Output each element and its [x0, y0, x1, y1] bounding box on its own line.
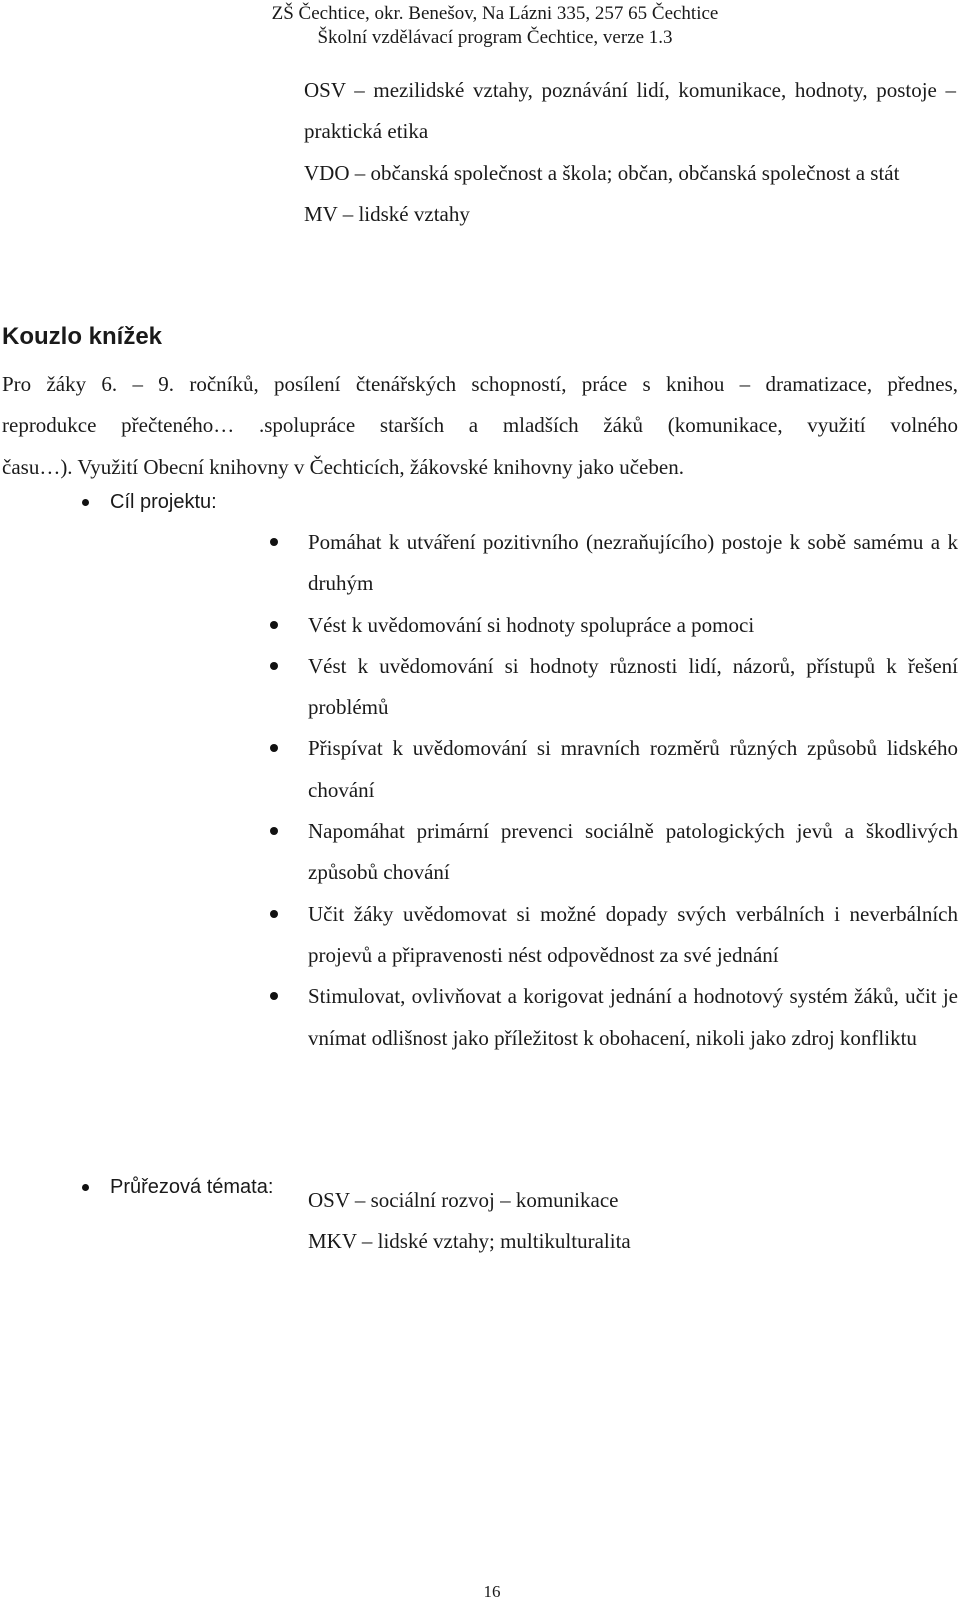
intro-osv: OSV – mezilidské vztahy, poznávání lidí, komunikace, hodnoty, postoje – praktická etika	[304, 78, 956, 144]
goal-item	[270, 522, 958, 605]
intro-mv: MV – lidské vztahy	[304, 201, 470, 226]
bullet-icon	[270, 910, 278, 918]
themes-list	[308, 1180, 948, 1263]
theme-item: MKV – lidské vztahy; multikulturalita	[308, 1229, 631, 1254]
goal-text: Vést k uvědomování si hodnoty spolupráce a pomoci	[308, 612, 755, 637]
description-line: reprodukce přečteného… .spolupráce starších a mladších žáků (komunikace, využití volného	[2, 413, 958, 438]
goal-text: Napomáhat primární prevenci sociálně patologických jevů a škodlivých způsobů chování	[308, 819, 958, 885]
goal-text: Přispívat k uvědomování si mravních rozměrů různých způsobů lidského chování	[308, 736, 958, 802]
bullet-icon	[270, 662, 278, 670]
goal-list	[270, 522, 958, 1059]
bullet-icon	[270, 621, 278, 629]
goal-text: Pomáhat k utváření pozitivního (nezraňujícího) postoje k sobě samému a k druhým	[308, 530, 958, 596]
description-line: času…). Využití Obecní knihovny v Čechticích, žákovské knihovny jako učeben.	[2, 454, 684, 479]
goal-text: Učit žáky uvědomovat si možné dopady svých verbálních i neverbálních projevů a připravenosti nést odpovědnost za své jednání	[308, 901, 958, 967]
document-header	[0, 2, 960, 50]
bullet-icon	[270, 744, 278, 752]
goal-item	[270, 728, 958, 811]
theme-item: OSV – sociální rozvoj – komunikace	[308, 1188, 619, 1212]
themes-heading: Průřezová témata:	[110, 1176, 274, 1198]
header-program-title: Školní vzdělávací program Čechtice, verze 1.3	[317, 27, 673, 48]
goal-item	[270, 605, 958, 646]
goal-text: Stimulovat, ovlivňovat a korigovat jednání a hodnotový systém žáků, učit je vnímat odlišnost jako příležitost k obohacení, nikoli jako zdroj konfliktu	[308, 984, 958, 1050]
goal-item	[270, 976, 958, 1059]
goal-text: Vést k uvědomování si hodnoty různosti lidí, názorů, přístupů k řešení problémů	[308, 653, 958, 720]
goal-item	[270, 811, 958, 894]
section-title: Kouzlo knížek	[2, 323, 163, 350]
intro-vdo: VDO – občanská společnost a škola; občan, občanská společnost a stát	[304, 160, 900, 185]
goal-item	[270, 894, 958, 977]
bullet-icon	[270, 827, 278, 835]
goal-heading: Cíl projektu:	[110, 491, 217, 513]
header-school-address: ZŠ Čechtice, okr. Benešov, Na Lázni 335, 257 65 Čechtice	[271, 3, 719, 24]
cross-curricular-themes-intro	[304, 70, 956, 235]
page-number: 16	[483, 1582, 501, 1601]
bullet-icon	[82, 499, 89, 506]
bullet-icon	[82, 1184, 89, 1191]
section-description	[2, 364, 958, 488]
description-line: Pro žáky 6. – 9. ročníků, posílení čtenářských schopností, práce s knihou – dramatizace, přednes,	[2, 372, 958, 396]
bullet-icon	[270, 538, 278, 546]
goal-item	[270, 646, 958, 729]
bullet-icon	[270, 992, 278, 1000]
